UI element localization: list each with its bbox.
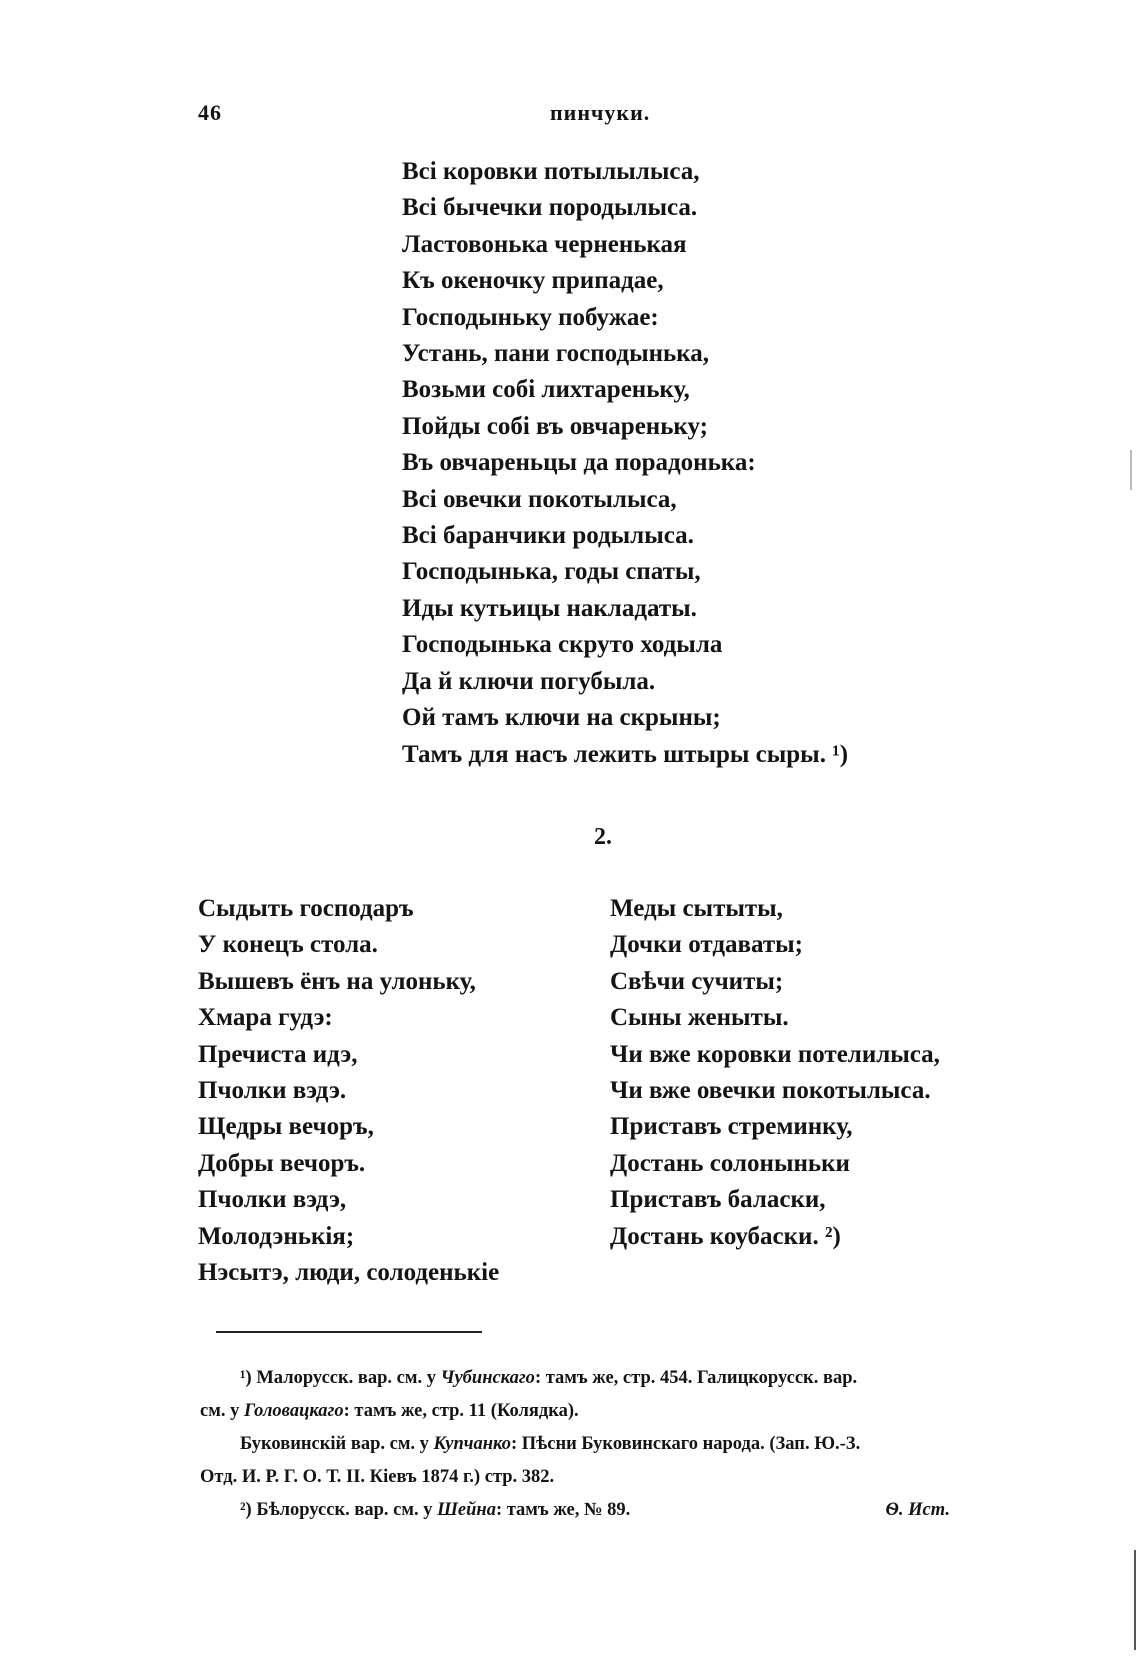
verse-line: Иды кутьицы накладаты. xyxy=(402,594,697,622)
verse-line: Возьми собі лихтареньку, xyxy=(402,376,690,404)
page-number: 46 xyxy=(198,100,222,125)
verse-line: У конецъ стола. xyxy=(198,931,378,959)
verse-line: Сыны женыты. xyxy=(610,1004,789,1032)
verse-line: Добры вечоръ. xyxy=(198,1149,366,1177)
verse-line: Меды сытыты, xyxy=(610,895,783,922)
footnote-text: Малорусск. вар. см. у xyxy=(256,1368,436,1388)
footnote-text: : Пѣсни Буковинскаго народа. (Зап. Ю.-З. xyxy=(510,1434,861,1454)
footnote-text: Буковинскій вар. см. у xyxy=(240,1434,429,1454)
verse-line: Ой тамъ ключи на скрыны; xyxy=(402,704,721,732)
verse-line: Приставъ стреминку, xyxy=(610,1113,853,1141)
footnote-text: : тамъ же, № 89. xyxy=(495,1500,631,1520)
footnote-1-line xyxy=(200,1461,1020,1494)
song-1-verse xyxy=(402,154,848,773)
footnotes xyxy=(200,1362,1020,1527)
verse-line: Достань коубаски. ²) xyxy=(610,1222,841,1250)
verse-line: Пречиста идэ, xyxy=(198,1040,358,1068)
footnote-marker: ²) xyxy=(240,1500,252,1520)
verse-line: Пчолки вэдэ, xyxy=(198,1186,347,1214)
verse-line: Вышевъ ёнъ на улоньку, xyxy=(198,967,476,995)
running-title: пинчуки. xyxy=(550,100,651,125)
verse-line: Всі коровки потылылыса, xyxy=(402,158,700,185)
verse-line: Пчолки вэдэ. xyxy=(198,1077,347,1105)
verse-line: Хмара гудэ: xyxy=(198,1004,333,1032)
verse-line: Дочки отдаваты; xyxy=(610,931,803,959)
footnote-text: Бѣлорусск. вар. см. у xyxy=(256,1500,433,1520)
song-2-right-column xyxy=(610,891,940,1255)
page-header xyxy=(198,100,958,130)
verse-line: Ластовонька черненькая xyxy=(402,230,687,258)
verse-line: Молодэнькія; xyxy=(198,1222,355,1250)
footnote-2-line xyxy=(200,1494,1020,1527)
footnote-author: Шейна xyxy=(437,1500,496,1520)
verse-line: Въ овчареньцы да порадонька: xyxy=(402,449,756,477)
footnote-text: Отд. И. Р. Г. О. Т. II. Кіевъ 1874 г.) стр. 382. xyxy=(200,1467,555,1487)
verse-line: Господынька скруто ходыла xyxy=(402,631,723,659)
verse-line: Свѣчи сучиты; xyxy=(610,967,784,995)
footnote-1-line xyxy=(200,1395,1020,1428)
verse-line: Всі баранчики родылыса. xyxy=(402,522,694,550)
footnote-text: : тамъ же, стр. 454. Галицкорусск. вар. xyxy=(534,1368,858,1388)
footnote-text: см. у xyxy=(200,1401,240,1421)
verse-line: Къ океночку припадае, xyxy=(402,267,664,295)
verse-line: Тамъ для насъ лежить штыры сыры. ¹) xyxy=(402,740,849,768)
footnote-author: Чубинскаго xyxy=(440,1368,535,1388)
verse-line: Чи вже коровки потелилыса, xyxy=(610,1040,940,1068)
verse-line: Чи вже овечки покотылыса. xyxy=(610,1077,931,1105)
scan-mark xyxy=(1134,1550,1136,1650)
author-signature: Ѳ. Ист. xyxy=(885,1500,950,1520)
song-2-left-column xyxy=(198,891,499,1291)
footnote-marker: ¹) xyxy=(240,1368,252,1388)
verse-line: Устань, пани господынька, xyxy=(402,340,709,368)
footnote-author: Головацкаго xyxy=(243,1401,344,1421)
verse-line: Достань солоныньки xyxy=(610,1149,850,1177)
scan-mark xyxy=(1130,450,1132,490)
verse-line: Приставъ баласки, xyxy=(610,1186,826,1214)
footnote-text: : тамъ же, стр. 11 (Колядка). xyxy=(343,1401,579,1421)
footnote-1-line xyxy=(200,1428,1020,1461)
verse-line: Всі бычечки породылыса. xyxy=(402,194,698,222)
verse-line: Всі овечки покотылыса, xyxy=(402,485,677,513)
section-number: 2. xyxy=(594,824,612,850)
verse-line: Да й ключи погубыла. xyxy=(402,667,656,695)
footnote-author: Купчанко xyxy=(433,1434,511,1454)
verse-line: Щедры вечоръ, xyxy=(198,1113,374,1141)
footnote-1-line xyxy=(200,1362,1020,1395)
verse-line: Господыньку побужае: xyxy=(402,303,659,331)
footnote-rule xyxy=(216,1331,482,1333)
verse-line: Сыдыть господаръ xyxy=(198,895,414,922)
verse-line: Пойды собі въ овчареньку; xyxy=(402,412,708,440)
verse-line: Господынька, годы спаты, xyxy=(402,558,701,586)
verse-line: Нэсытэ, люди, солоденькіе xyxy=(198,1259,500,1287)
